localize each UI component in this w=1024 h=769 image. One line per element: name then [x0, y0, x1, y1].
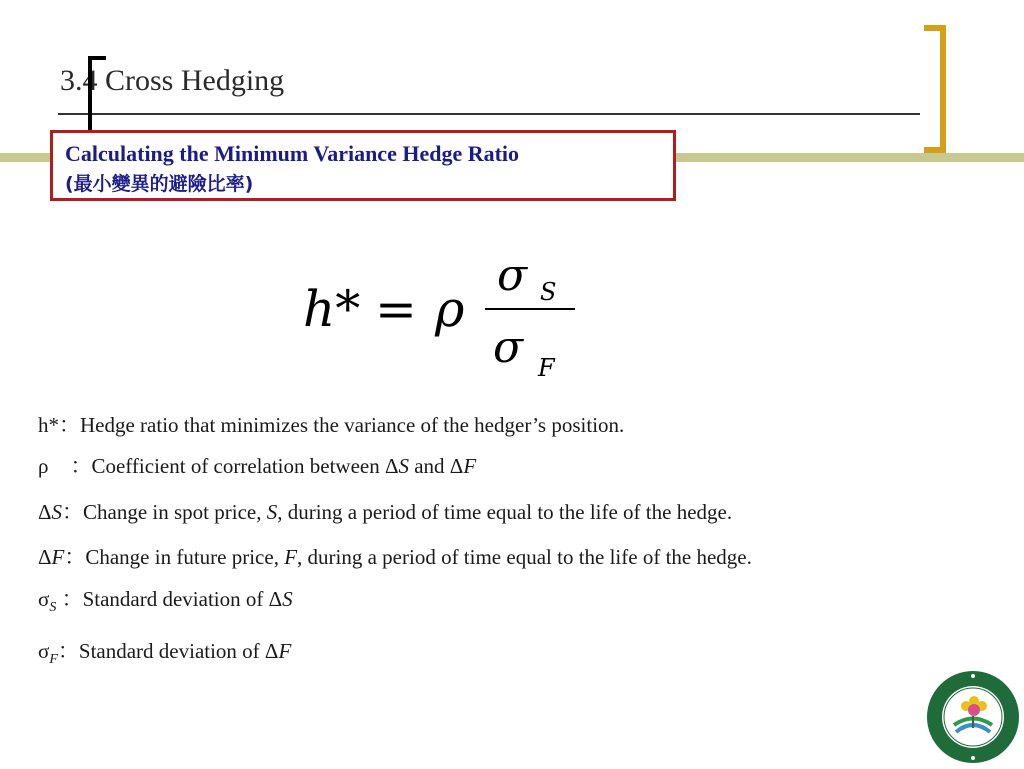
subtitle-line-2: (最小變異的避險比率)	[65, 173, 254, 195]
subtitle-line-1: Calculating the Minimum Variance Hedge Ratio	[65, 141, 520, 166]
formula-numerator-sigma: σ	[497, 250, 528, 301]
page-title: 3.4 Cross Hedging	[60, 64, 285, 97]
subscript-s: S	[49, 600, 57, 616]
definition-separator: ：	[57, 639, 79, 663]
formula-equals: =	[375, 280, 417, 338]
definition-separator: ：	[70, 454, 92, 478]
hedge-ratio-formula	[295, 250, 595, 390]
definition-sigma-f	[38, 635, 291, 668]
definition-separator: ：	[62, 500, 84, 524]
definition-sigma-s	[38, 583, 293, 616]
variable-f: F	[463, 454, 477, 478]
formula-denominator-subscript: F	[538, 354, 555, 382]
variable-s: S	[398, 454, 409, 478]
definition-text: Change in future price,	[85, 545, 285, 569]
delta-symbol: Δ	[38, 500, 52, 524]
definition-text: Change in spot price,	[83, 500, 267, 524]
variable-s: S	[266, 500, 278, 524]
definition-hstar	[38, 409, 624, 439]
definition-text: , during a period of time equal to the life of the hedge.	[277, 500, 733, 524]
sigma-symbol: σ	[38, 587, 50, 611]
sigma-symbol: σ	[38, 639, 50, 663]
delta-symbol: Δ	[38, 545, 52, 569]
definition-separator: ：	[56, 587, 83, 611]
definition-text: Standard deviation of Δ	[82, 587, 283, 611]
definition-text: and Δ	[408, 454, 464, 478]
variable-f: F	[278, 639, 292, 663]
formula-denominator-sigma: σ	[493, 322, 524, 373]
variable-s: S	[51, 500, 63, 524]
right-bracket-decoration	[924, 25, 946, 153]
university-logo-icon	[926, 670, 1020, 764]
variable-f: F	[51, 545, 65, 569]
formula-rho: ρ	[435, 280, 465, 338]
fraction-bar	[485, 308, 575, 310]
definition-delta-s	[38, 496, 732, 526]
definition-text: Coefficient of correlation between Δ	[91, 454, 399, 478]
formula-lhs: h*	[303, 280, 361, 338]
variable-f: F	[284, 545, 298, 569]
definition-text: Standard deviation of Δ	[78, 639, 279, 663]
definition-delta-f	[38, 541, 752, 571]
variable-s: S	[282, 587, 293, 611]
title-underline	[58, 113, 920, 115]
definition-text: , during a period of time equal to the life of the hedge.	[297, 545, 752, 569]
definition-text: Hedge ratio that minimizes the variance of the hedger’s position.	[80, 413, 625, 437]
definition-symbol: ρ	[38, 454, 49, 478]
definition-separator: ：	[59, 413, 80, 437]
subtitle-box	[50, 130, 676, 201]
subscript-f: F	[49, 652, 58, 668]
formula-numerator-subscript: S	[540, 278, 557, 306]
definition-separator: ：	[64, 545, 86, 569]
definition-symbol: h*	[38, 413, 59, 437]
definition-rho	[38, 450, 476, 480]
